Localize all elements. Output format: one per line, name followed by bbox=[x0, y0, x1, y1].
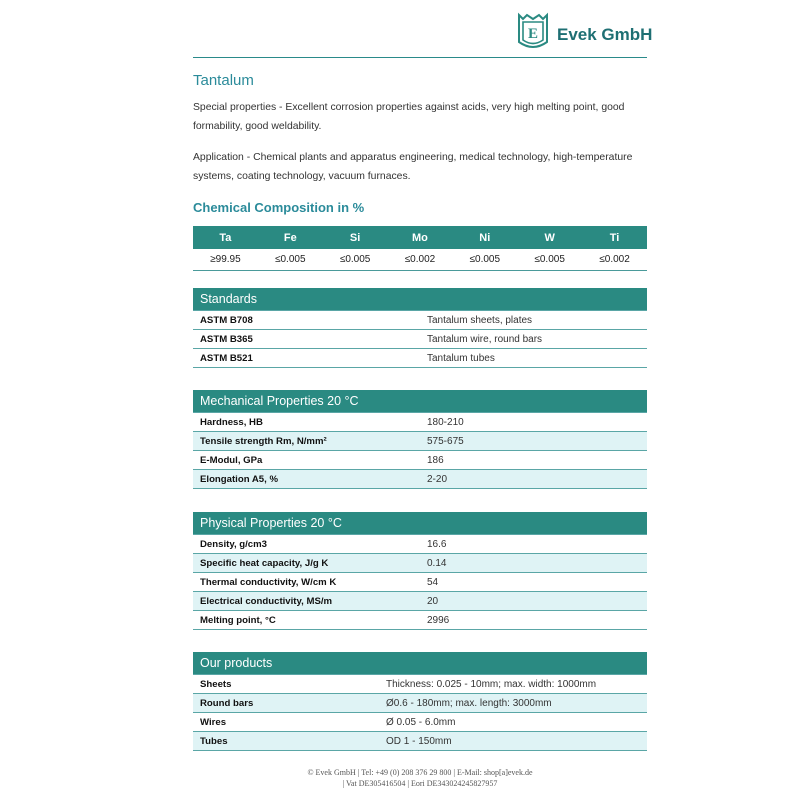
composition-value: ≤0.005 bbox=[452, 249, 517, 271]
table-row bbox=[193, 592, 647, 611]
table-row bbox=[193, 573, 647, 592]
brand-name: Evek GmbH bbox=[557, 25, 653, 44]
table-row bbox=[193, 349, 647, 368]
product-value: Thickness: 0.025 - 10mm; max. width: 1000mm bbox=[379, 675, 647, 694]
physical-value: 16.6 bbox=[420, 535, 647, 554]
composition-table bbox=[193, 226, 647, 271]
composition-value: ≤0.005 bbox=[323, 249, 388, 271]
table-row bbox=[193, 675, 647, 694]
special-properties-text: Special properties - Excellent corrosion properties against acids, very high melting point, good formability, good weldability. bbox=[193, 102, 625, 132]
mechanical-key: E-Modul, GPa bbox=[193, 451, 420, 470]
composition-value: ≤0.005 bbox=[258, 249, 323, 271]
page-title: Tantalum bbox=[193, 72, 254, 89]
product-key: Tubes bbox=[193, 732, 379, 751]
physical-key: Electrical conductivity, MS/m bbox=[193, 592, 420, 611]
standards-key: ASTM B708 bbox=[193, 311, 420, 330]
composition-header: Mo bbox=[388, 226, 453, 249]
composition-header: Fe bbox=[258, 226, 323, 249]
mechanical-key: Elongation A5, % bbox=[193, 470, 420, 489]
product-value: Ø0.6 - 180mm; max. length: 3000mm bbox=[379, 694, 647, 713]
composition-header: Ni bbox=[452, 226, 517, 249]
mechanical-key: Tensile strength Rm, N/mm² bbox=[193, 432, 420, 451]
mechanical-value: 186 bbox=[420, 451, 647, 470]
composition-heading: Chemical Composition in % bbox=[193, 200, 365, 215]
product-value: OD 1 - 150mm bbox=[379, 732, 647, 751]
product-key: Sheets bbox=[193, 675, 379, 694]
table-row bbox=[193, 611, 647, 630]
physical-table bbox=[193, 512, 647, 630]
physical-key: Density, g/cm3 bbox=[193, 535, 420, 554]
table-row bbox=[193, 732, 647, 751]
physical-key: Specific heat capacity, J/g K bbox=[193, 554, 420, 573]
products-table bbox=[193, 652, 647, 751]
products-heading: Our products bbox=[193, 652, 647, 675]
table-row bbox=[193, 694, 647, 713]
table-row bbox=[193, 451, 647, 470]
physical-key: Melting point, °C bbox=[193, 611, 420, 630]
company-logo bbox=[515, 12, 653, 52]
header-divider bbox=[193, 57, 647, 58]
footer-contact: © Evek GmbH | Tel: +49 (0) 208 376 29 800 | E-Mail: shop[a]evek.de bbox=[307, 768, 533, 777]
physical-value: 54 bbox=[420, 573, 647, 592]
product-value: Ø 0.05 - 6.0mm bbox=[379, 713, 647, 732]
table-row bbox=[193, 713, 647, 732]
composition-header-row bbox=[193, 226, 647, 249]
composition-header: W bbox=[517, 226, 582, 249]
product-key: Round bars bbox=[193, 694, 379, 713]
composition-value: ≤0.002 bbox=[582, 249, 647, 271]
mechanical-key: Hardness, HB bbox=[193, 413, 420, 432]
composition-value: ≤0.005 bbox=[517, 249, 582, 271]
table-row bbox=[193, 413, 647, 432]
composition-value: ≤0.002 bbox=[388, 249, 453, 271]
composition-header: Si bbox=[323, 226, 388, 249]
standards-table bbox=[193, 288, 647, 368]
physical-value: 20 bbox=[420, 592, 647, 611]
table-row bbox=[193, 432, 647, 451]
footer-tax-ids: | Vat DE305416504 | Eori DE343024245827957 bbox=[342, 779, 498, 788]
mechanical-value: 2-20 bbox=[420, 470, 647, 489]
physical-value: 2996 bbox=[420, 611, 647, 630]
composition-value-row bbox=[193, 249, 647, 271]
composition-value: ≥99.95 bbox=[193, 249, 258, 271]
composition-header: Ta bbox=[193, 226, 258, 249]
mechanical-value: 575-675 bbox=[420, 432, 647, 451]
product-key: Wires bbox=[193, 713, 379, 732]
table-row bbox=[193, 330, 647, 349]
standards-value: Tantalum wire, round bars bbox=[420, 330, 647, 349]
standards-heading: Standards bbox=[193, 288, 647, 311]
standards-key: ASTM B365 bbox=[193, 330, 420, 349]
physical-heading: Physical Properties 20 °C bbox=[193, 512, 647, 535]
mechanical-heading: Mechanical Properties 20 °C bbox=[193, 390, 647, 413]
table-row bbox=[193, 554, 647, 573]
table-row bbox=[193, 470, 647, 489]
shield-crest-icon bbox=[515, 12, 551, 52]
standards-value: Tantalum sheets, plates bbox=[420, 311, 647, 330]
physical-value: 0.14 bbox=[420, 554, 647, 573]
mechanical-value: 180-210 bbox=[420, 413, 647, 432]
physical-key: Thermal conductivity, W/cm K bbox=[193, 573, 420, 592]
logo-letter: E bbox=[527, 26, 539, 42]
table-row bbox=[193, 311, 647, 330]
standards-key: ASTM B521 bbox=[193, 349, 420, 368]
composition-header: Ti bbox=[582, 226, 647, 249]
application-text: Application - Chemical plants and apparatus engineering, medical technology, high-temperature systems, coating technology, vacuum furnaces. bbox=[193, 152, 633, 182]
table-row bbox=[193, 535, 647, 554]
standards-value: Tantalum tubes bbox=[420, 349, 647, 368]
mechanical-table bbox=[193, 390, 647, 489]
